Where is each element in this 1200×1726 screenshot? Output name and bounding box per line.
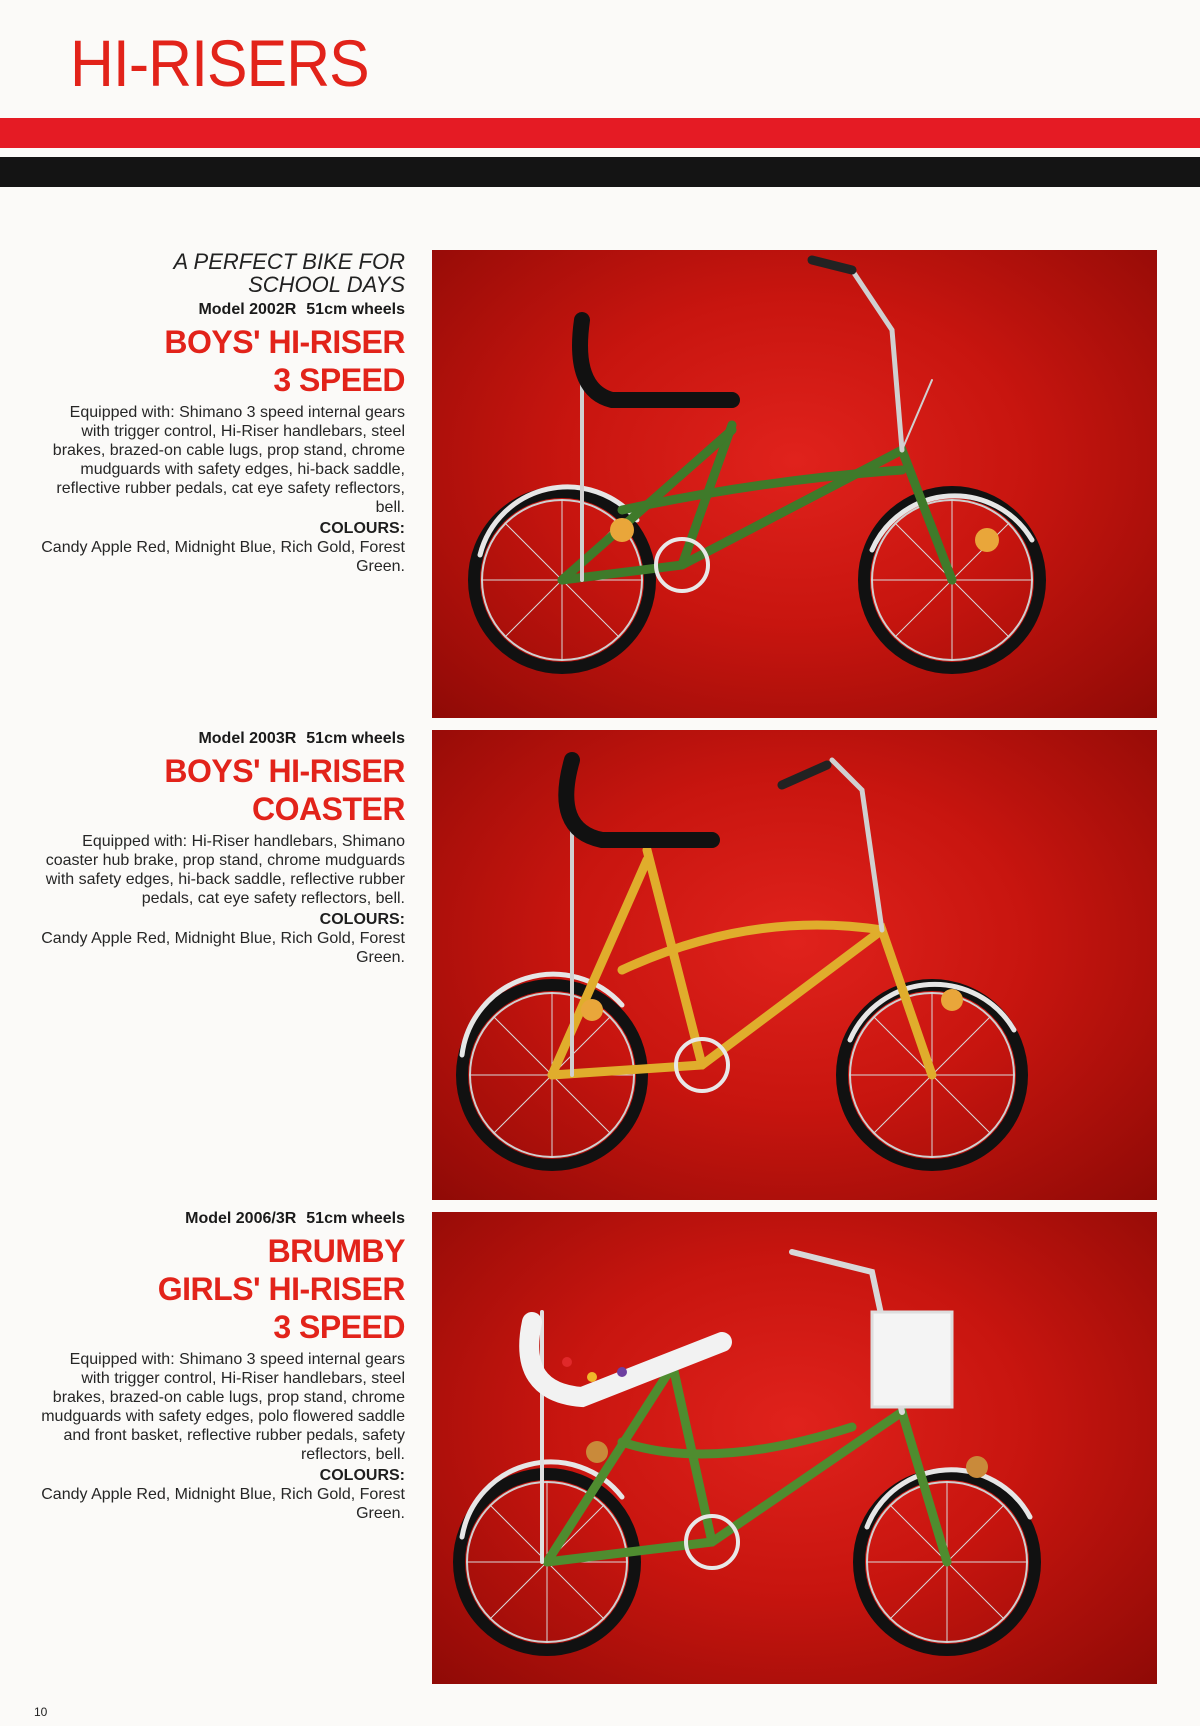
product-info-2002r — [40, 250, 405, 576]
product-name-line: BRUMBY — [267, 1233, 405, 1269]
bike-photo-2006-3r — [432, 1212, 1157, 1684]
page-title: HI-RISERS — [70, 26, 369, 100]
colours-label: COLOURS: — [319, 1467, 405, 1484]
product-name-line: BOYS' HI-RISER — [164, 753, 405, 789]
wheel-size: 51cm wheels — [306, 1210, 405, 1227]
colours-list: Candy Apple Red, Midnight Blue, Rich Gold, Forest Green. — [41, 539, 405, 575]
product-name — [40, 323, 405, 399]
product-name-line: BOYS' HI-RISER — [164, 324, 405, 360]
bike-illustration — [432, 730, 1157, 1200]
product-name — [40, 1232, 405, 1346]
product-description: Equipped with: Shimano 3 speed internal gears with trigger control, Hi-Riser handlebars, steel brakes, brazed-on cable lugs, prop stand, chrome mudguards with safety edges, hi-back saddle, reflective rubber pedals, cat eye safety reflectors, bell. — [52, 404, 405, 516]
colours-label: COLOURS: — [319, 911, 405, 928]
wheel-size: 51cm wheels — [306, 301, 405, 318]
product-info-2003r — [40, 728, 405, 967]
page-number: 10 — [34, 1705, 48, 1719]
tagline: A PERFECT BIKE FOR SCHOOL DAYS — [173, 249, 405, 297]
wheel-size: 51cm wheels — [306, 730, 405, 747]
bike-illustration — [432, 250, 1157, 718]
product-name-line: 3 SPEED — [273, 362, 405, 398]
model-number: Model 2006/3R — [185, 1210, 297, 1227]
bike-illustration — [432, 1212, 1157, 1684]
product-name-line: GIRLS' HI-RISER — [157, 1271, 405, 1307]
product-description: Equipped with: Hi-Riser handlebars, Shimano coaster hub brake, prop stand, chrome mudguards with safety edges, hi-back saddle, reflective rubber pedals, cat eye safety reflectors, bell. — [45, 833, 405, 907]
model-line — [40, 728, 405, 750]
model-line — [40, 299, 405, 321]
bike-photo-2003r — [432, 730, 1157, 1200]
product-info-2006-3r — [40, 1208, 405, 1523]
model-line — [40, 1208, 405, 1230]
black-stripe — [0, 157, 1200, 187]
product-name-line: 3 SPEED — [273, 1309, 405, 1345]
model-number: Model 2002R — [198, 301, 297, 318]
model-number: Model 2003R — [198, 730, 297, 747]
bike-photo-2002r — [432, 250, 1157, 718]
colours-list: Candy Apple Red, Midnight Blue, Rich Gold, Forest Green. — [41, 930, 405, 966]
product-name — [40, 752, 405, 828]
colours-label: COLOURS: — [319, 520, 405, 537]
product-name-line: COASTER — [252, 791, 405, 827]
product-description: Equipped with: Shimano 3 speed internal gears with trigger control, Hi-Riser handlebars, steel brakes, brazed-on cable lugs, prop stand, chrome mudguards with safety edges, polo flowered saddle and front basket, reflective rubber pedals, safety reflectors, bell. — [41, 1351, 405, 1463]
red-stripe — [0, 118, 1200, 148]
colours-list: Candy Apple Red, Midnight Blue, Rich Gold, Forest Green. — [41, 1486, 405, 1522]
